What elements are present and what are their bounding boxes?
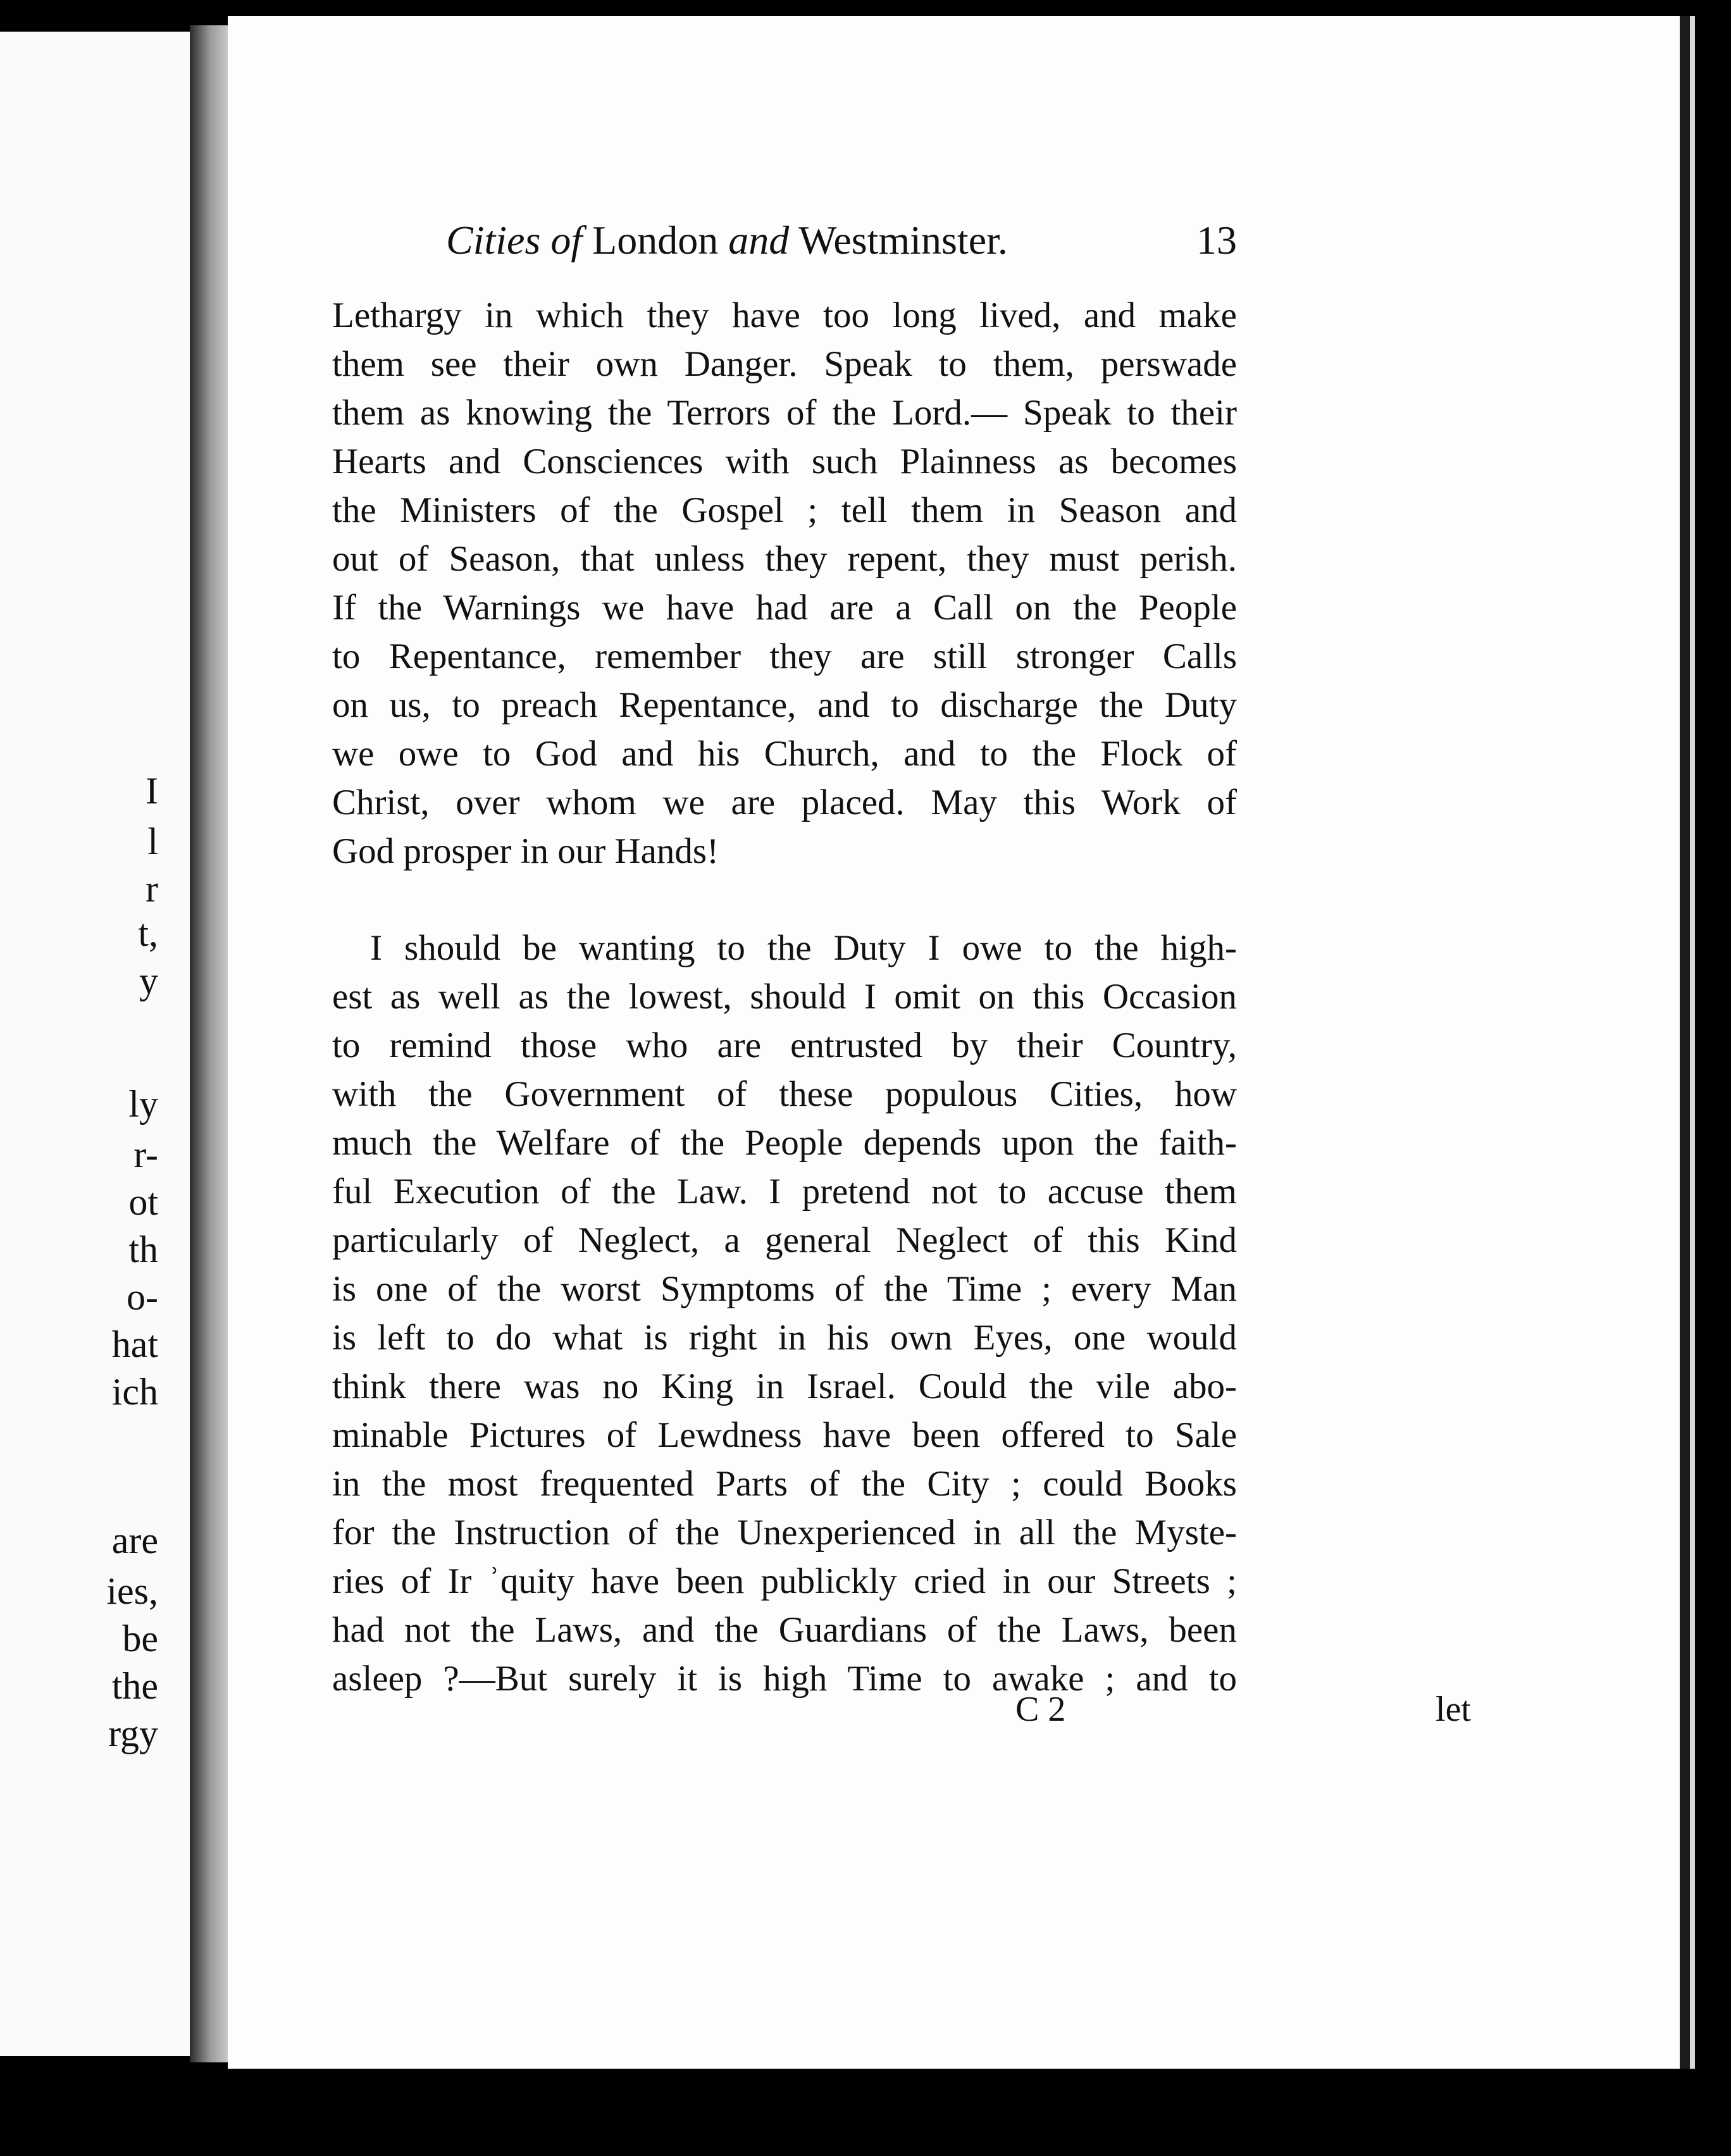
body-text	[332, 291, 1237, 1703]
page-number: 13	[1196, 218, 1237, 263]
text-line: est as well as the lowest, should I omit on this Occasion	[332, 977, 1237, 1017]
text-line: minable Pictures of Lewdness have been offered to Sale	[332, 1415, 1237, 1455]
left-page-fragment: r-	[133, 1134, 158, 1175]
left-page-fragment: rgy	[108, 1713, 158, 1754]
book-page	[228, 16, 1695, 2069]
text-line: Lethargy in which they have too long lived, and make	[332, 295, 1237, 335]
text-line: asleep ?—But surely it is high Time to awake ; and to	[332, 1659, 1237, 1699]
left-page-fragment: r	[146, 868, 158, 910]
text-line: ful Execution of the Law. I pretend not to accuse them	[332, 1172, 1237, 1211]
left-page-fragment: l	[147, 821, 158, 862]
left-page-fragment: hat	[111, 1323, 158, 1365]
text-line: much the Welfare of the People depends upon the faith-	[332, 1123, 1237, 1163]
running-head	[446, 217, 1237, 274]
left-page-fragment: ot	[128, 1181, 158, 1223]
previous-page-edge	[0, 32, 201, 2056]
text-line: God prosper in our Hands!	[332, 831, 719, 871]
left-page-fragment: t,	[138, 912, 158, 954]
text-line: think there was no King in Israel. Could the vile abo-	[332, 1366, 1237, 1406]
text-line: particularly of Neglect, a general Neglect of this Kind	[332, 1220, 1237, 1260]
text-line: I should be wanting to the Duty I owe to the high-	[370, 928, 1237, 968]
left-page-fragment: th	[128, 1229, 158, 1270]
left-page-fragment: ies,	[106, 1570, 158, 1612]
text-line: for the Instruction of the Unexperienced in all the Myste-	[332, 1513, 1237, 1552]
catchword: let	[1436, 1690, 1471, 1729]
text-line: out of Season, that unless they repent, they must perish.	[332, 539, 1237, 579]
left-page-fragment: ich	[111, 1371, 158, 1413]
text-line: to remind those who are entrusted by their Country,	[332, 1025, 1237, 1065]
left-page-fragment: are	[111, 1520, 158, 1561]
text-line: to Repentance, remember they are still stronger Calls	[332, 636, 1237, 676]
paragraph-break	[332, 876, 1237, 924]
left-page-fragment: ly	[128, 1083, 158, 1125]
text-line: the Ministers of the Gospel ; tell them in Season and	[332, 490, 1237, 530]
text-line: Christ, over whom we are placed. May this Work of	[332, 783, 1237, 822]
text-line: them see their own Danger. Speak to them, perswade	[332, 344, 1237, 384]
left-page-fragment: o-	[127, 1276, 158, 1318]
page-footer	[560, 1689, 1471, 1740]
text-line: is left to do what is right in his own Eyes, one would	[332, 1318, 1237, 1358]
text-line: If the Warnings we have had are a Call on the People	[332, 588, 1237, 628]
text-line: we owe to God and his Church, and to the Flock of	[332, 734, 1237, 774]
text-line: on us, to preach Repentance, and to discharge the Duty	[332, 685, 1237, 725]
text-line: with the Government of these populous Cities, how	[332, 1074, 1237, 1114]
text-line: in the most frequented Parts of the City ; could Books	[332, 1464, 1237, 1504]
page-right-edge	[1680, 16, 1690, 2069]
text-line: had not the Laws, and the Guardians of the Laws, been	[332, 1610, 1237, 1650]
text-line: is one of the worst Symptoms of the Time ; every Man	[332, 1269, 1237, 1309]
text-line: Hearts and Consciences with such Plainness as becomes	[332, 442, 1237, 481]
left-page-fragment: the	[111, 1665, 158, 1707]
left-page-fragment: I	[146, 770, 158, 812]
left-page-fragment: y	[139, 960, 158, 1001]
text-line: them as knowing the Terrors of the Lord.— Speak to their	[332, 393, 1237, 433]
text-line: ries of Ir ʾquity have been publickly cried in our Streets ;	[332, 1561, 1237, 1601]
left-page-fragment: be	[122, 1618, 158, 1659]
running-title: Cities of London and Westminster.	[446, 218, 1008, 263]
signature-mark: C 2	[1015, 1690, 1066, 1729]
